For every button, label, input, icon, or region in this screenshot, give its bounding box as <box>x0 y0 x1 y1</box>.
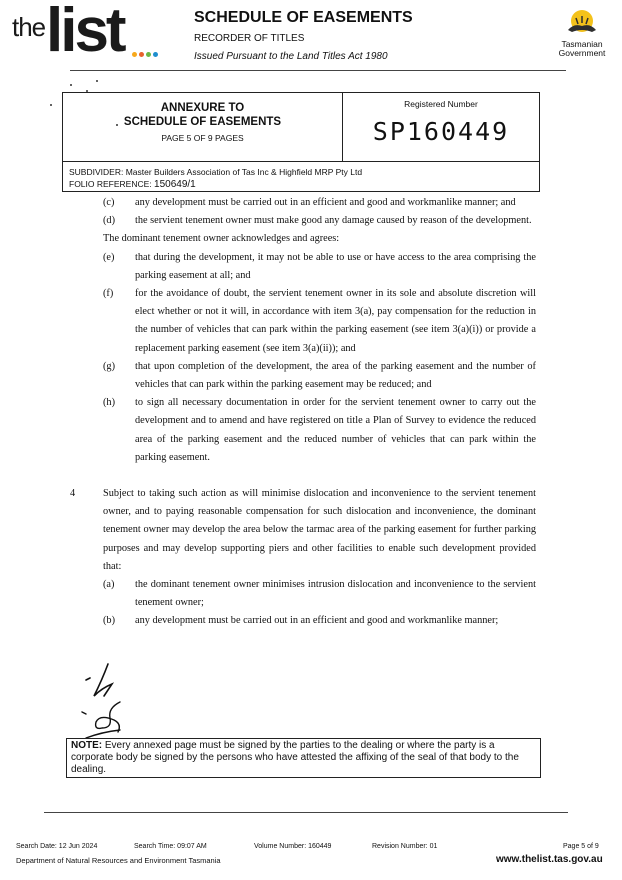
annexure-title-line1: ANNEXURE TO <box>160 102 245 114</box>
thelist-logo <box>12 0 152 65</box>
item-text: any development must be carried out in an efficient and good and workmanlike manner; <box>135 615 499 627</box>
item-e <box>0 249 622 285</box>
registered-number: SP160449 <box>372 117 510 146</box>
subdivider-block <box>69 166 362 191</box>
scan-speck <box>50 104 52 106</box>
document-title: SCHEDULE OF EASEMENTS <box>194 9 413 26</box>
gov-line-1: Tasmanian <box>561 39 603 49</box>
folio-row <box>69 178 362 191</box>
logo-the-text: the <box>12 12 46 42</box>
signature-mark-2 <box>82 702 120 738</box>
note-text: Every annexed page must be signed by the parties to the dealing or where the party is a corporate body be signed by the persons who have attested the affixing of the seal of that body to the dealing. <box>71 740 519 775</box>
item-a <box>0 576 622 612</box>
item-h <box>0 394 622 467</box>
dominant-intro: The dominant tenement owner acknowledges and agrees: <box>103 233 340 245</box>
scan-speck <box>96 80 98 82</box>
document-body <box>0 194 622 631</box>
search-date: Search Date: 12 Jun 2024 <box>16 843 98 850</box>
item-text: that during the development, it may not be able to use or have access to the area comprising the parking easement at all; and <box>135 251 536 281</box>
clause-4 <box>0 485 622 576</box>
logo-dot <box>132 52 137 57</box>
signature-mark-1 <box>86 664 112 696</box>
item-text: any development must be carried out in an efficient and good and workmanlike manner; and <box>135 197 516 208</box>
tasmanian-tiger-icon <box>562 8 602 38</box>
item-label: (d) <box>103 215 116 227</box>
footer-divider <box>44 812 568 813</box>
subdivider-row <box>69 166 362 178</box>
item-c <box>0 194 622 212</box>
revision-number: Revision Number: 01 <box>372 843 438 850</box>
page-number: Page 5 of 9 <box>563 843 599 850</box>
registered-number-cell <box>343 93 539 162</box>
department-name: Department of Natural Resources and Environment Tasmania <box>16 856 221 865</box>
subdivider-label: SUBDIVIDER: <box>69 167 124 177</box>
folio-label: FOLIO REFERENCE: <box>69 179 152 189</box>
note-label: NOTE: <box>71 740 103 751</box>
logo-list-text: list <box>46 0 124 65</box>
annexure-title-cell <box>63 93 343 162</box>
folio-value: 150649/1 <box>154 179 196 190</box>
item-label: (e) <box>103 251 115 263</box>
clause-label: 4 <box>70 488 76 500</box>
item-text: the dominant tenement owner minimises intrusion dislocation and inconvenience to the servient tenement owner; <box>135 579 536 609</box>
volume-number: Volume Number: 160449 <box>254 843 332 850</box>
item-label: (a) <box>103 579 115 591</box>
logo-dot <box>146 52 151 57</box>
tasmanian-government-logo <box>550 8 614 58</box>
logo-dot <box>153 52 158 57</box>
document-subtitle: RECORDER OF TITLES <box>194 33 305 44</box>
search-time: Search Time: 09:07 AM <box>134 843 207 850</box>
item-g <box>0 358 622 394</box>
item-label: (c) <box>103 197 115 208</box>
subdivider-value: Master Builders Association of Tas Inc & Highfield MRP Pty Ltd <box>125 167 363 177</box>
logo-dots <box>132 52 158 57</box>
signature-note <box>66 738 541 778</box>
item-text: that upon completion of the development, the area of the parking easement and the number of vehicles that can park within the parking easement may be reduced; and <box>135 360 536 391</box>
issuing-act: Issued Pursuant to the Land Titles Act 1980 <box>194 51 388 62</box>
header-divider <box>70 70 566 71</box>
page-info: PAGE 5 OF 9 PAGES <box>161 133 244 143</box>
scan-speck <box>70 84 72 86</box>
item-label: (f) <box>103 288 114 300</box>
logo-dot <box>139 52 144 57</box>
item-text: the servient tenement owner must make good any damage caused by reason of the development. <box>135 215 532 227</box>
gov-line-2: Government <box>558 48 606 58</box>
registered-number-label: Registered Number <box>404 99 478 109</box>
annexure-box <box>62 92 540 192</box>
item-label: (b) <box>103 615 116 627</box>
item-text: for the avoidance of doubt, the servient tenement owner in its sole and absolute discretion will elect whether or not it will, in accordance with item 3(a), pay compensation for the reduction in the number of vehicles that can park within the parking easement (see item 3(a)(i)) or provide a replacement parking easement (see item 3(a)(ii)); and <box>135 288 536 354</box>
signatures <box>78 658 138 748</box>
clause-text: Subject to taking such action as will minimise dislocation and inconvenience to the servient tenement owner, and to paying reasonable compensation for such dislocation and inconvenience, the dominant tenement owner may develop the area below the tarmac area of the parking easement for further parking purposes and may develop supporting piers and other facilities to enable such development provided that: <box>103 488 536 572</box>
item-label: (g) <box>103 360 116 372</box>
spacer <box>0 467 622 485</box>
annexure-title-line2: SCHEDULE OF EASEMENTS <box>123 116 282 128</box>
website-link[interactable]: www.thelist.tas.gov.au <box>496 854 603 865</box>
item-b <box>0 612 622 630</box>
item-label: (h) <box>103 397 116 409</box>
item-f <box>0 285 622 358</box>
item-d <box>0 212 622 230</box>
item-text: to sign all necessary documentation in order for the servient tenement owner to carry out the development and to amend and have registered on title a Plan of Survey to evidence the reduced area of the parking easement and the reduced number of vehicles that can park within the parking easement. <box>135 397 536 463</box>
